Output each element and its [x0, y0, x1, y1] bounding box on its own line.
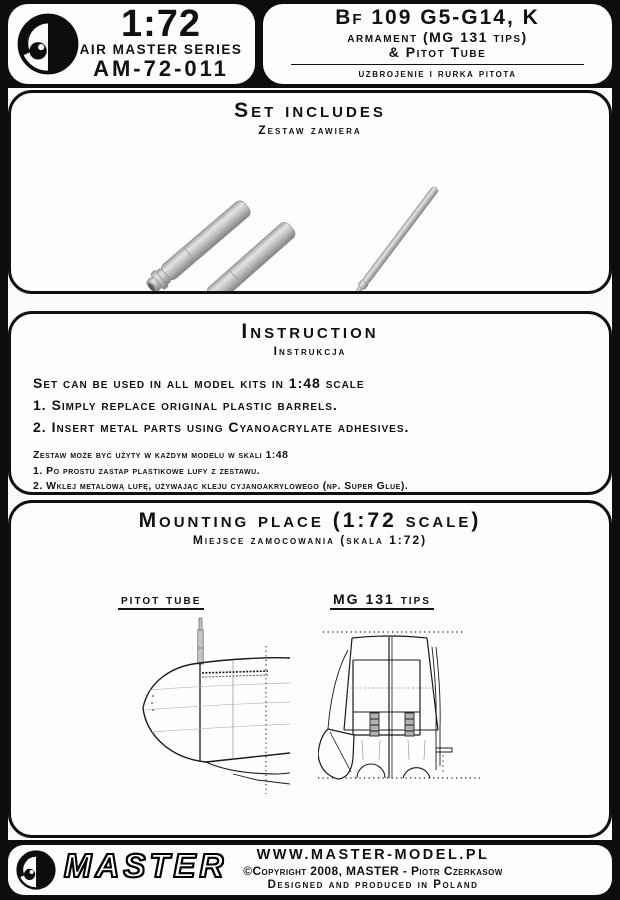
pitot-diagram-label: pitot tube: [118, 591, 204, 610]
instruction-en-line: 1. Simply replace original plastic barrels.: [33, 397, 338, 413]
instruction-pl-line: 2. Wklej metalową lufę, używając kleju cyjanoakrylowego (np. Super Glue).: [33, 480, 409, 492]
mg131-mounting-diagram: [318, 622, 483, 787]
instruction-en-line: 2. Insert metal parts using Cyanoacrylate adhesives.: [33, 419, 410, 435]
master-logo-icon: [16, 850, 56, 890]
mounting-title: Mounting place (1:72 scale): [138, 509, 482, 532]
parts-photo: [11, 133, 609, 291]
instruction-steps-en: [33, 372, 599, 438]
product-subtitle-pl: uzbrojenie i rurka pitota: [358, 68, 517, 80]
scale-label: 1:72: [120, 3, 202, 45]
footer-panel: [8, 845, 612, 895]
instruction-steps-pl: [33, 448, 599, 495]
footer-text: [220, 847, 526, 892]
mounting-subtitle: Miejsce zamocowania (skala 1:72): [192, 533, 428, 547]
header-left-text: [72, 3, 250, 81]
instruction-title: Instruction: [241, 320, 379, 343]
product-code: AM-72-011: [93, 56, 229, 81]
series-label: AIR MASTER SERIES: [79, 42, 243, 57]
brand-wordmark: MASTER: [64, 847, 228, 884]
website-url: WWW.MASTER-MODEL.PL: [256, 847, 490, 863]
pitot-tube-part: [323, 185, 440, 291]
header-right-panel: [263, 4, 612, 84]
set-includes-section: [8, 90, 612, 294]
set-includes-title: Set includes: [234, 99, 386, 122]
instruction-pl-line: Zestaw może być użyty w każdym modelu w skali 1:48: [33, 449, 289, 461]
instruction-subtitle: Instrukcja: [273, 344, 347, 358]
mg131-diagram-label: MG 131 tips: [330, 591, 434, 610]
product-subtitle-1: armament (MG 131 tips): [347, 29, 528, 45]
master-logo-icon: [17, 13, 79, 75]
mg-tip-marker-left: [370, 713, 379, 736]
pitot-mounting-diagram: [118, 608, 293, 808]
instruction-section: [8, 311, 612, 495]
header-left-panel: [8, 4, 255, 84]
set-includes-subtitle: Zestaw zawiera: [258, 123, 362, 137]
product-subtitle-2: & Pitot Tube: [388, 44, 487, 60]
instruction-pl-line: 1. Po prostu zastap plastikowe lufy z zestawu.: [33, 464, 261, 477]
copyright-line: ©Copyright 2008, MASTER - Piotr Czerkasow: [243, 864, 503, 878]
leading-edge-rivets: [151, 695, 154, 711]
mg-tip-marker-right: [405, 713, 414, 736]
product-title: Bf 109 G5-G14, K: [335, 6, 540, 29]
origin-line: Designed and produced in Poland: [267, 879, 479, 891]
mounting-place-section: [8, 500, 612, 838]
header-divider: [291, 64, 584, 65]
instruction-en-line: Set can be used in all model kits in 1:48 scale: [33, 375, 365, 391]
